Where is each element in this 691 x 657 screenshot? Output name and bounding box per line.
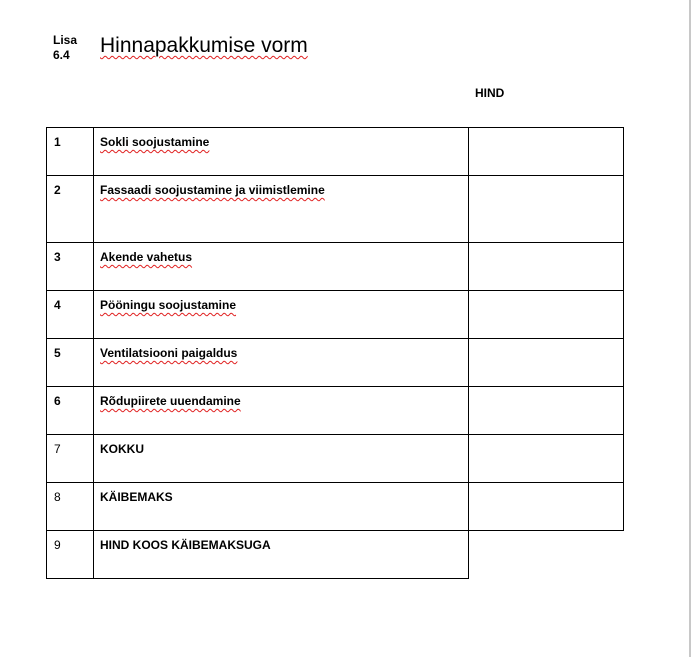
row-number: 1 [47,128,94,176]
row-label [94,128,469,176]
row-label: KÄIBEMAKS [94,483,469,531]
price-cell[interactable] [469,387,624,435]
appendix-number: 6.4 [53,48,70,62]
table-row [47,176,624,243]
price-cell[interactable] [469,243,624,291]
table-row [47,291,624,339]
row-number: 2 [47,176,94,243]
row-number: 3 [47,243,94,291]
price-column-header: HIND [475,86,505,100]
document-title-text: Hinnapakkumise vorm [100,34,308,57]
row-label-text: Sokli soojustamine [100,135,210,149]
row-label [94,176,469,243]
price-cell[interactable] [469,291,624,339]
table-row [47,435,624,483]
table-row [47,128,624,176]
row-number: 8 [47,483,94,531]
row-label [94,243,469,291]
price-cell[interactable] [469,435,624,483]
table-row [47,339,624,387]
table-row [47,243,624,291]
row-label [94,387,469,435]
row-label-text: Fassaadi soojustamine ja viimistlemine [100,183,325,197]
row-number: 7 [47,435,94,483]
row-number: 6 [47,387,94,435]
price-cell[interactable] [469,176,624,243]
row-label [94,339,469,387]
price-cell[interactable] [469,483,624,531]
row-number: 5 [47,339,94,387]
document-title [100,33,308,59]
price-cell[interactable] [469,128,624,176]
row-label-text: Pööningu soojustamine [100,298,237,312]
row-number: 4 [47,291,94,339]
row-number: 9 [47,531,94,579]
table-row [47,387,624,435]
appendix-word: Lisa [53,33,78,47]
row-label: HIND KOOS KÄIBEMAKSUGA [94,531,469,579]
row-label: KOKKU [94,435,469,483]
price-offer-table [46,127,624,579]
row-label [94,291,469,339]
row-label-text: Rõdupiirete uuendamine [100,394,241,408]
row-label-text: Ventilatsiooni paigaldus [100,346,238,360]
row-label-text: Akende vahetus [100,250,193,264]
price-cell[interactable] [469,339,624,387]
appendix-label [53,33,77,63]
table-row [47,483,624,531]
empty-cell [469,531,624,579]
table-row [47,531,624,579]
